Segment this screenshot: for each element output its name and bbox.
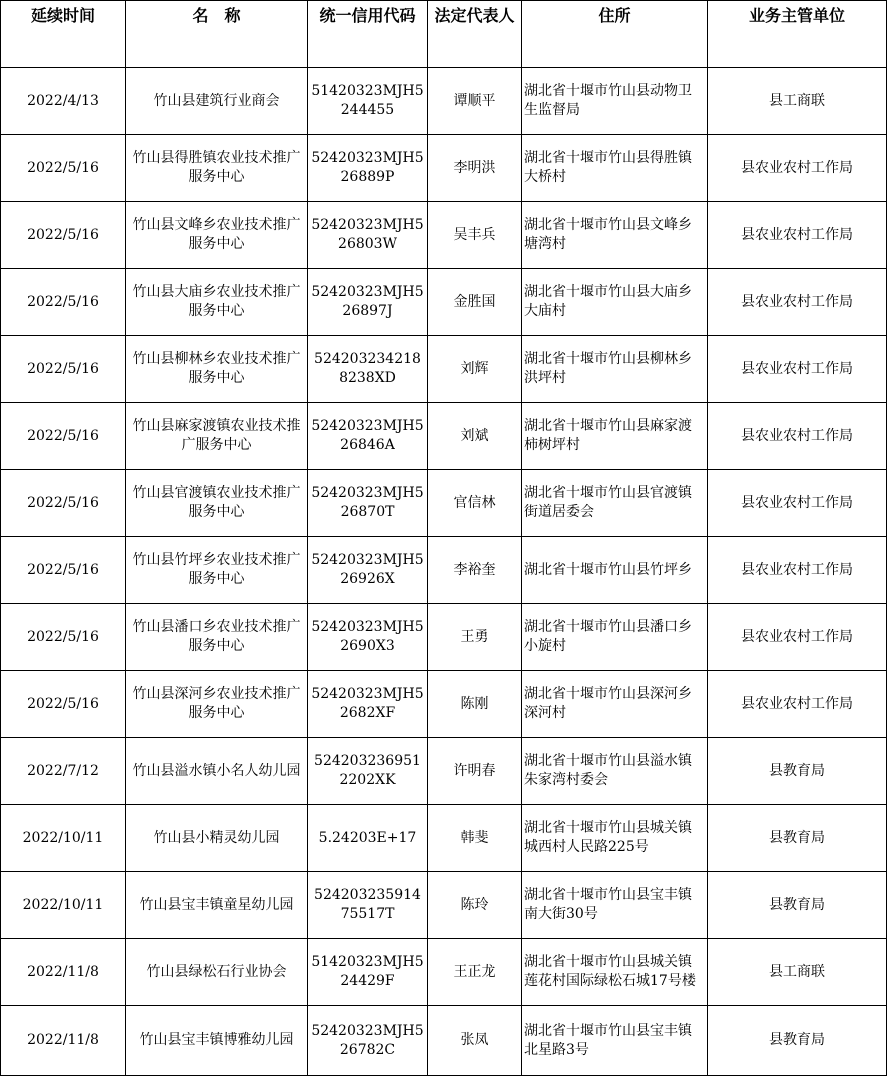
cell-legal-rep: 陈玲: [428, 872, 522, 939]
cell-credit-code: 52420323MJH526846A: [308, 403, 428, 470]
cell-legal-rep: 张凤: [428, 1006, 522, 1076]
table-row: [1, 403, 887, 470]
cell-date: 2022/5/16: [1, 537, 126, 604]
table-row: [1, 202, 887, 269]
cell-name: 竹山县大庙乡农业技术推广服务中心: [126, 269, 308, 336]
cell-credit-code: 52420323MJH526803W: [308, 202, 428, 269]
cell-credit-code: 52420323MJH526897J: [308, 269, 428, 336]
cell-address: 湖北省十堰市竹山县文峰乡塘湾村: [522, 202, 708, 269]
cell-name: 竹山县小精灵幼儿园: [126, 805, 308, 872]
table-row: [1, 68, 887, 135]
table-row: [1, 269, 887, 336]
cell-legal-rep: 谭顺平: [428, 68, 522, 135]
table-row: [1, 470, 887, 537]
cell-name: 竹山县绿松石行业协会: [126, 939, 308, 1006]
cell-address: 湖北省十堰市竹山县得胜镇大桥村: [522, 135, 708, 202]
cell-legal-rep: 刘斌: [428, 403, 522, 470]
cell-credit-code: 52420323MJH526870T: [308, 470, 428, 537]
cell-credit-code: 52420323MJH526782C: [308, 1006, 428, 1076]
cell-authority: 县农业农村工作局: [708, 135, 887, 202]
cell-address: 湖北省十堰市竹山县溢水镇朱家湾村委会: [522, 738, 708, 805]
cell-date: 2022/5/16: [1, 202, 126, 269]
table-row: [1, 939, 887, 1006]
cell-authority: 县教育局: [708, 872, 887, 939]
cell-name: 竹山县竹坪乡农业技术推广服务中心: [126, 537, 308, 604]
cell-credit-code: 51420323MJH524429F: [308, 939, 428, 1006]
header-row: [1, 1, 887, 68]
header-authority: 业务主管单位: [708, 1, 887, 68]
cell-authority: 县农业农村工作局: [708, 336, 887, 403]
table-row: [1, 738, 887, 805]
cell-date: 2022/5/16: [1, 336, 126, 403]
cell-name: 竹山县得胜镇农业技术推广服务中心: [126, 135, 308, 202]
cell-date: 2022/5/16: [1, 403, 126, 470]
cell-legal-rep: 陈刚: [428, 671, 522, 738]
cell-date: 2022/5/16: [1, 470, 126, 537]
cell-authority: 县农业农村工作局: [708, 537, 887, 604]
cell-legal-rep: 李裕奎: [428, 537, 522, 604]
cell-name: 竹山县麻家渡镇农业技术推广服务中心: [126, 403, 308, 470]
cell-authority: 县工商联: [708, 939, 887, 1006]
cell-legal-rep: 李明洪: [428, 135, 522, 202]
cell-date: 2022/4/13: [1, 68, 126, 135]
cell-date: 2022/5/16: [1, 135, 126, 202]
cell-address: 湖北省十堰市竹山县竹坪乡: [522, 537, 708, 604]
cell-address: 湖北省十堰市竹山县麻家渡柿树坪村: [522, 403, 708, 470]
cell-address: 湖北省十堰市竹山县动物卫生监督局: [522, 68, 708, 135]
cell-authority: 县农业农村工作局: [708, 403, 887, 470]
header-address: 住所: [522, 1, 708, 68]
cell-name: 竹山县建筑行业商会: [126, 68, 308, 135]
cell-date: 2022/11/8: [1, 1006, 126, 1076]
cell-authority: 县教育局: [708, 1006, 887, 1076]
cell-name: 竹山县宝丰镇博雅幼儿园: [126, 1006, 308, 1076]
cell-legal-rep: 刘辉: [428, 336, 522, 403]
cell-address: 湖北省十堰市竹山县城关镇莲花村国际绿松石城17号楼: [522, 939, 708, 1006]
cell-credit-code: 5242032342188238XD: [308, 336, 428, 403]
cell-address: 湖北省十堰市竹山县大庙乡大庙村: [522, 269, 708, 336]
table-row: [1, 604, 887, 671]
cell-address: 湖北省十堰市竹山县潘口乡小旋村: [522, 604, 708, 671]
table-row: [1, 537, 887, 604]
cell-credit-code: 52420323MJH526926X: [308, 537, 428, 604]
cell-name: 竹山县柳林乡农业技术推广服务中心: [126, 336, 308, 403]
cell-legal-rep: 官信林: [428, 470, 522, 537]
table-row: [1, 1006, 887, 1076]
table-row: [1, 872, 887, 939]
cell-address: 湖北省十堰市竹山县城关镇城西村人民路225号: [522, 805, 708, 872]
cell-legal-rep: 许明春: [428, 738, 522, 805]
cell-authority: 县农业农村工作局: [708, 604, 887, 671]
cell-credit-code: 51420323MJH5244455: [308, 68, 428, 135]
cell-name: 竹山县潘口乡农业技术推广服务中心: [126, 604, 308, 671]
cell-credit-code: 52420323MJH526889P: [308, 135, 428, 202]
cell-authority: 县农业农村工作局: [708, 470, 887, 537]
cell-address: 湖北省十堰市竹山县宝丰镇北星路3号: [522, 1006, 708, 1076]
cell-address: 湖北省十堰市竹山县宝丰镇南大街30号: [522, 872, 708, 939]
header-name: 名 称: [126, 1, 308, 68]
cell-legal-rep: 金胜国: [428, 269, 522, 336]
table-row: [1, 671, 887, 738]
cell-authority: 县农业农村工作局: [708, 202, 887, 269]
cell-name: 竹山县官渡镇农业技术推广服务中心: [126, 470, 308, 537]
cell-legal-rep: 王勇: [428, 604, 522, 671]
cell-address: 湖北省十堰市竹山县深河乡深河村: [522, 671, 708, 738]
table-body: [1, 68, 887, 1076]
header-date: 延续时间: [1, 1, 126, 68]
cell-date: 2022/5/16: [1, 269, 126, 336]
cell-name: 竹山县溢水镇小名人幼儿园: [126, 738, 308, 805]
cell-date: 2022/5/16: [1, 604, 126, 671]
cell-address: 湖北省十堰市竹山县官渡镇街道居委会: [522, 470, 708, 537]
cell-date: 2022/11/8: [1, 939, 126, 1006]
cell-authority: 县农业农村工作局: [708, 671, 887, 738]
cell-legal-rep: 王正龙: [428, 939, 522, 1006]
cell-date: 2022/5/16: [1, 671, 126, 738]
cell-date: 2022/10/11: [1, 872, 126, 939]
cell-legal-rep: 韩斐: [428, 805, 522, 872]
cell-credit-code: 52420323MJH52690X3: [308, 604, 428, 671]
cell-date: 2022/10/11: [1, 805, 126, 872]
cell-authority: 县教育局: [708, 805, 887, 872]
cell-authority: 县工商联: [708, 68, 887, 135]
cell-authority: 县农业农村工作局: [708, 269, 887, 336]
cell-legal-rep: 吴丰兵: [428, 202, 522, 269]
cell-authority: 县教育局: [708, 738, 887, 805]
cell-credit-code: 52420323591475517T: [308, 872, 428, 939]
cell-name: 竹山县文峰乡农业技术推广服务中心: [126, 202, 308, 269]
cell-credit-code: 52420323MJH52682XF: [308, 671, 428, 738]
table-row: [1, 805, 887, 872]
cell-name: 竹山县深河乡农业技术推广服务中心: [126, 671, 308, 738]
table-row: [1, 336, 887, 403]
header-legal-rep: 法定代表人: [428, 1, 522, 68]
cell-address: 湖北省十堰市竹山县柳林乡洪坪村: [522, 336, 708, 403]
cell-credit-code: 5.24203E+17: [308, 805, 428, 872]
cell-date: 2022/7/12: [1, 738, 126, 805]
header-credit-code: 统一信用代码: [308, 1, 428, 68]
cell-name: 竹山县宝丰镇童星幼儿园: [126, 872, 308, 939]
table-row: [1, 135, 887, 202]
cell-credit-code: 5242032369512202XK: [308, 738, 428, 805]
